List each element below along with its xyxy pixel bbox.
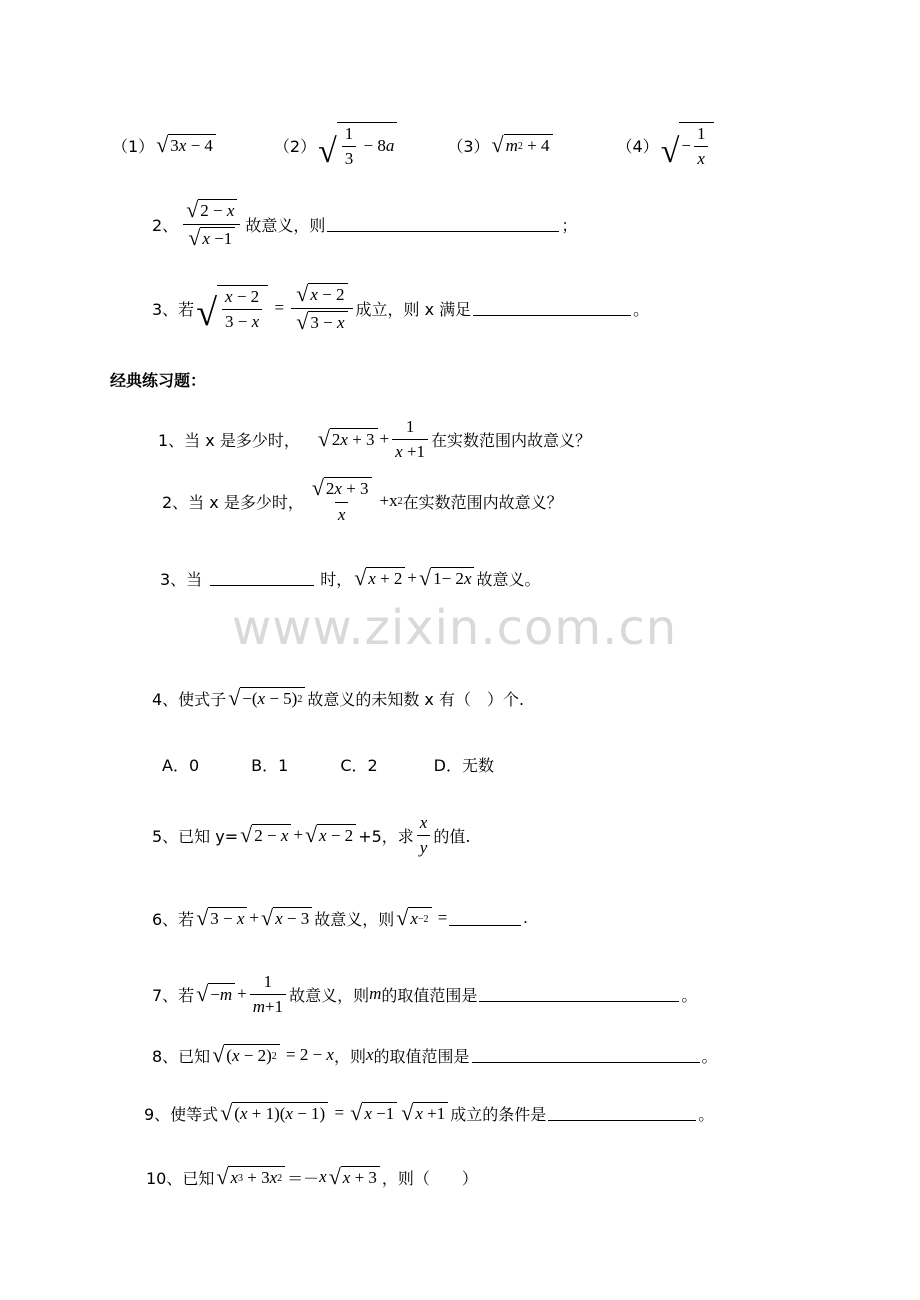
q7-suffix: 的取值范围是 — [381, 985, 478, 1005]
sqrt-x-minus-2-squared: √ ( x − 2) 2 — [212, 1044, 280, 1066]
frac-sqrt2x3-over-x: √ 2 x + 3 x — [307, 477, 377, 525]
section-title: 经典练习题： — [110, 370, 207, 390]
sqrt-x-minus-1: √ x −1 — [350, 1102, 397, 1124]
frac-1-over-m-plus-1: $\frac{1}{m+1}$ — [250, 972, 286, 1017]
sqrt-1-minus-2x: √ 1− 2 x — [419, 567, 474, 589]
q9-prefix: 9、使等式 — [144, 1104, 219, 1124]
intro-q3-text: 成立，则 x 满足 — [355, 299, 472, 319]
sqrt-x-neg-2: √ x −2 — [396, 907, 431, 929]
sqrt-product: √ ( x + 1)( x − 1) — [220, 1102, 328, 1124]
item-1-label: （1） — [112, 136, 155, 156]
question-6: 6、若 √ 3 − x + √ x − 3 故意义，则 √ x −2 = . — [152, 905, 528, 930]
answer-blank[interactable] — [548, 1106, 696, 1121]
q2-prefix: 2、当 x 是多少时， — [162, 492, 304, 512]
q7-prefix: 7、若 — [152, 985, 195, 1005]
sqrt-third-minus-8a: √ $\frac{1}{3}$ − 8 a — [318, 122, 397, 169]
question-3: 3、当 时， √ x + 2 + √ 1− 2 x 故意义。 — [160, 565, 541, 590]
sqrt-neg-x-minus-5-squared: √ −( x − 5) 2 — [228, 687, 305, 709]
question-4 — [152, 682, 524, 714]
q3-mid: 时， — [320, 569, 353, 589]
q9-suffix: 成立的条件是 — [450, 1104, 547, 1124]
option-d[interactable]: D．无数 — [433, 755, 494, 775]
answer-blank[interactable] — [210, 571, 314, 586]
q9-end: 。 — [698, 1104, 715, 1124]
sqrt-x3-plus-3x2: √ x 3 + 3 x 2 — [216, 1166, 285, 1188]
question-5: 5、已知 y= √ 2 − x + √ x − 2 +5，求 $\frac{x}{y}$ 的值. — [152, 812, 471, 857]
question-10: 10、已知 √ x 3 + 3 x 2 ＝－ x √ x + 3 ，则（ ） — [146, 1164, 478, 1189]
q8-suffix: 的取值范围是 — [373, 1046, 470, 1066]
q3-prefix: 3、当 — [160, 569, 203, 589]
item-4-label: （4） — [616, 136, 659, 156]
answer-blank[interactable] — [449, 911, 521, 926]
q10-mid: ＝－ — [287, 1168, 320, 1188]
q6-mid: 故意义，则 — [314, 909, 395, 929]
frac-sqrt2-x-over-sqrtx-1: √ 2 − x √ x −1 — [181, 199, 242, 250]
intro-q2-end: ； — [561, 215, 578, 235]
q4-options — [162, 752, 494, 776]
option-c[interactable]: C．2 — [340, 755, 378, 775]
sqrt-neg-m: √ − m — [196, 983, 235, 1005]
q4-prefix: 4、使式子 — [152, 689, 227, 709]
sqrt-m2-plus-4: √ m 2 + 4 — [492, 134, 553, 156]
answer-blank[interactable] — [472, 1048, 700, 1063]
question-9: 9、使等式 √ ( x + 1)( x − 1) = √ x −1 √ x +1 成立的条件是 。 — [144, 1100, 715, 1125]
q6-suffix: . — [523, 908, 528, 927]
watermark: www.zixin.com.cn — [232, 600, 678, 656]
sqrt-x-minus-3: √ x − 3 — [261, 907, 312, 929]
question-1: 1、当 x 是多少时， √ 2 x + 3 + $\frac{1}{x +1}$ 在实数范围内故意义？ — [158, 416, 592, 461]
intro-q2-text: 故意义，则 — [245, 215, 326, 235]
sqrt-frac-x-2-over-3-x: √ $\frac{x - 2}{3 - x}$ — [196, 285, 268, 332]
intro-row-2 — [152, 196, 577, 252]
q2-suffix: 在实数范围内故意义？ — [402, 492, 563, 512]
q4-suffix: 故意义的未知数 x 有（ ）个. — [307, 689, 525, 709]
frac-sqrt-ratio: √ x − 2 √ 3 − x — [291, 283, 352, 334]
sqrt-x-plus-3: √ x + 3 — [329, 1166, 380, 1188]
q10-prefix: 10、已知 — [146, 1168, 215, 1188]
q5-mid: +5，求 — [358, 826, 414, 846]
intro-q3-number: 3、若 — [152, 299, 195, 319]
q8-end: 。 — [701, 1046, 718, 1066]
item-2-label: （2） — [273, 136, 317, 156]
intro-row-3: 3、若 √ $\frac{x - 2}{3 - x}$ = √ x − 2 √ 3 − x 成立，则 x 满足 。 — [152, 280, 650, 334]
q1-suffix: 在实数范围内故意义？ — [431, 430, 592, 450]
item-3-label: （3） — [447, 136, 490, 156]
intro-row-1 — [112, 123, 716, 170]
q7-mid: 故意义，则 — [289, 985, 370, 1005]
sqrt-x-plus-2: √ x + 2 — [354, 567, 405, 589]
sqrt-2x-plus-3: √ 2 x + 3 — [318, 428, 378, 450]
answer-blank[interactable] — [327, 217, 559, 232]
q10-suffix: ，则（ ） — [381, 1168, 478, 1188]
q2-x-squared: +x — [379, 491, 398, 510]
q5-prefix: 5、已知 y= — [152, 826, 239, 846]
frac-1-over-x-plus-1: $\frac{1}{x +1}$ — [392, 417, 428, 462]
frac-x-over-y: $\frac{x}{y}$ — [417, 813, 431, 858]
question-2: 2、当 x 是多少时， √ 2 x + 3 x +x 2 在实数范围内故意义？ — [162, 475, 563, 524]
sqrt-x-minus-2: √ x − 2 — [305, 824, 356, 846]
q5-suffix: 的值. — [433, 826, 471, 846]
q6-prefix: 6、若 — [152, 909, 195, 929]
intro-q2-number: 2、 — [152, 215, 179, 235]
sqrt-neg-1-over-x: √ − $\frac{1}{x}$ — [661, 122, 715, 169]
sqrt-3x-4: √ 3 x − 4 — [156, 134, 216, 156]
sqrt-x-plus-1: √ x +1 — [401, 1102, 448, 1124]
answer-blank[interactable] — [479, 987, 679, 1002]
intro-q3-end: 。 — [633, 299, 650, 319]
q8-prefix: 8、已知 — [152, 1046, 211, 1066]
q8-mid: ，则 — [333, 1046, 366, 1066]
question-7: 7、若 √ − m + $\frac{1}{m+1}$ 故意义，则 m 的取值范围是 。 — [152, 971, 698, 1016]
q1-prefix: 1、当 x 是多少时， — [158, 430, 300, 450]
option-a[interactable]: A．0 — [162, 755, 200, 775]
sqrt-2-minus-x: √ 2 − x — [240, 824, 291, 846]
option-b[interactable]: B．1 — [251, 755, 289, 775]
question-8: 8、已知 √ ( x − 2) 2 = 2 − x ，则 x 的取值范围是 。 — [152, 1042, 718, 1067]
q3-suffix: 故意义。 — [476, 569, 541, 589]
sqrt-3-minus-x: √ 3 − x — [196, 907, 247, 929]
answer-blank[interactable] — [473, 301, 631, 316]
q7-end: 。 — [681, 985, 698, 1005]
